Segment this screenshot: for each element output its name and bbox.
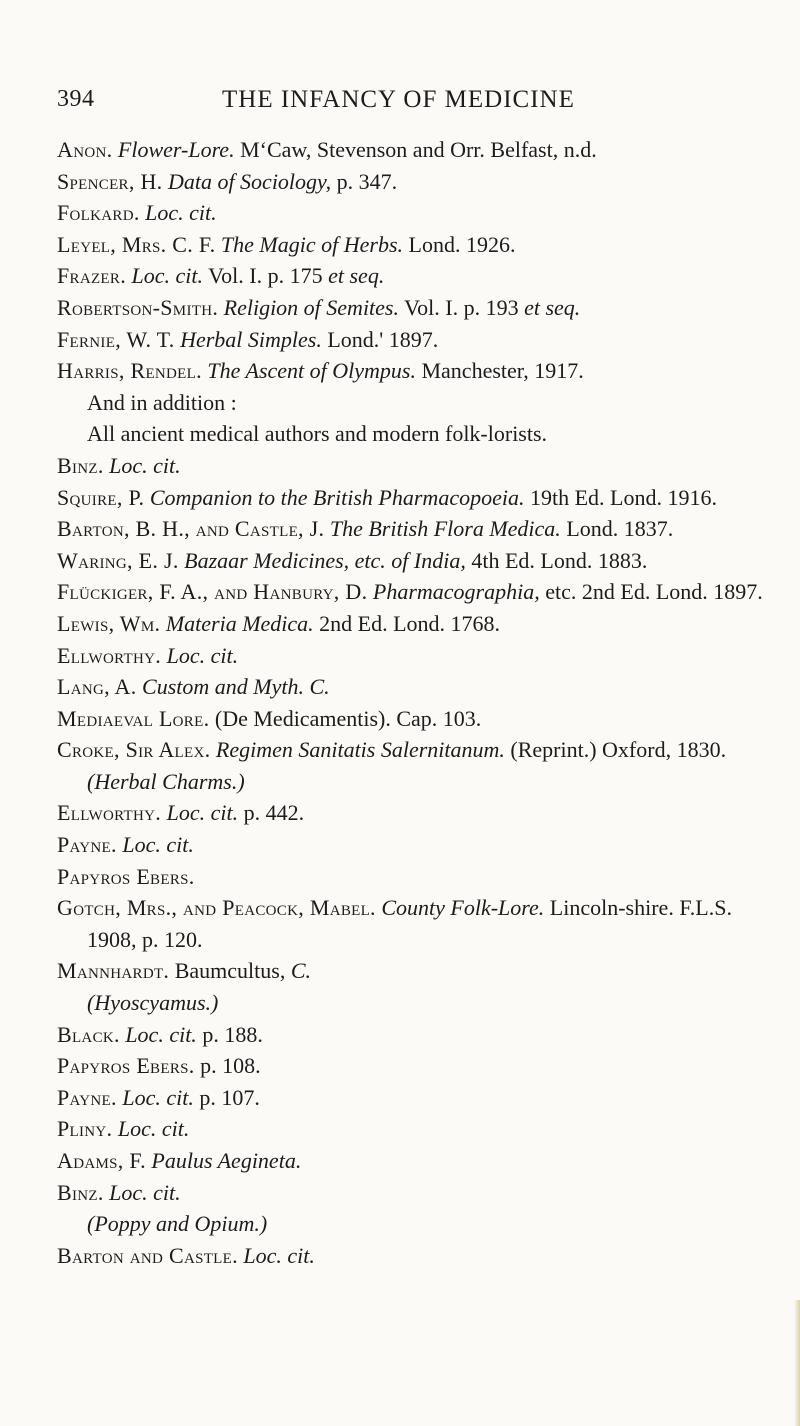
- entry-title: Loc. cit.: [109, 1179, 181, 1205]
- bibliography-entry: [57, 734, 777, 766]
- bibliography-entry: [57, 197, 777, 229]
- entry-title: Loc. cit.: [122, 1084, 194, 1110]
- entry-details: 4th Ed. Lond. 1883.: [465, 547, 648, 573]
- entry-author: Anon.: [57, 137, 113, 162]
- entry-author: Fernie, W. T.: [57, 326, 175, 352]
- entry-title: The Ascent of Olympus.: [207, 358, 416, 384]
- bibliography-entry: [57, 892, 777, 955]
- section-heading: (Herbal Charms.): [87, 768, 245, 794]
- entry-author: Lewis, Wm.: [57, 610, 161, 636]
- bibliography-entry: [57, 513, 777, 545]
- bibliography-entry: [57, 355, 777, 387]
- bibliography-entry: [57, 829, 777, 861]
- entry-details: Lond.' 1897.: [321, 326, 439, 352]
- entry-title: Loc. cit.: [125, 1021, 197, 1047]
- entry-title: Loc. cit.: [131, 263, 204, 289]
- bibliography-entry: [57, 1113, 777, 1145]
- entry-details: Baumcultus,: [174, 958, 291, 984]
- bibliography-note: All ancient medical authors and modern folk-lorists.: [87, 421, 548, 447]
- bibliography-entry: [57, 166, 777, 198]
- entry-author: Spencer, H.: [57, 168, 163, 194]
- bibliography-entry: [57, 134, 777, 166]
- running-title: THE INFANCY OF MEDICINE: [222, 86, 575, 113]
- entry-author: Pliny.: [57, 1116, 113, 1142]
- entry-title: Herbal Simples.: [180, 326, 322, 352]
- entry-title: Loc. cit.: [109, 452, 181, 478]
- bibliography-entry: [57, 292, 777, 324]
- bibliography-entry: [57, 1082, 777, 1114]
- entry-title: Loc. cit.: [166, 800, 239, 826]
- entry-author: Papyros Ebers.: [57, 863, 195, 889]
- entry-title: Materia Medica.: [165, 610, 314, 636]
- entry-details: 19th Ed. Lond. 1916.: [524, 484, 717, 510]
- entry-details: p. 347.: [331, 168, 398, 194]
- entry-title: County Folk-Lore.: [381, 895, 545, 921]
- entry-title: Data of Sociology,: [167, 168, 332, 194]
- entry-details: etc. 2nd Ed. Lond. 1897.: [539, 579, 763, 605]
- entry-author: Binz.: [57, 1179, 104, 1205]
- entry-author: Adams, F.: [57, 1148, 146, 1173]
- entry-title: Religion of Semites.: [223, 294, 399, 320]
- entry-title: The British Flora Medica.: [329, 516, 561, 542]
- entry-details: Manchester, 1917.: [415, 358, 584, 384]
- entry-details: Lond. 1926.: [403, 231, 516, 257]
- bibliography-entry: [57, 576, 777, 608]
- entry-author: Squire, P.: [57, 484, 145, 510]
- entry-author: Flückiger, F. A., and Hanbury, D.: [57, 579, 368, 605]
- bibliography-entry: [57, 324, 777, 356]
- entry-details: Vol. I. p. 175: [203, 263, 329, 289]
- entry-title: Regimen Sanitatis Salernitanum.: [215, 737, 505, 763]
- bibliography-entry: [57, 482, 777, 514]
- entry-title: Bazaar Medicines, etc. of India,: [184, 547, 466, 573]
- page-header: [0, 86, 800, 126]
- entry-title: The Magic of Herbs.: [220, 231, 404, 257]
- bibliography-entry: [57, 861, 777, 893]
- entry-author: Papyros Ebers.: [57, 1053, 195, 1079]
- entry-details-italic: et seq.: [328, 263, 385, 289]
- entry-author: Harris, Rendel.: [57, 358, 202, 384]
- bibliography-entry: [57, 545, 777, 577]
- entry-author: Ellworthy.: [57, 800, 162, 826]
- entry-details: Lond. 1837.: [560, 516, 674, 542]
- entry-details: Lincoln-shire. F.L.S. 1908, p. 120.: [87, 895, 732, 952]
- page-edge-stain: [794, 1300, 800, 1426]
- entry-title: Custom and Myth. C.: [142, 674, 330, 700]
- entry-details: (Reprint.) Oxford, 1830.: [504, 737, 727, 763]
- entry-title: Loc. cit.: [122, 832, 194, 858]
- bibliography-entry: [57, 229, 777, 261]
- entry-author: Robertson-Smith.: [57, 294, 219, 320]
- entry-title: Paulus Aegineta.: [151, 1148, 302, 1173]
- entry-author: Barton and Castle.: [57, 1242, 238, 1268]
- bibliography-entry: [57, 640, 777, 672]
- entry-author: Payne.: [57, 832, 117, 858]
- entry-title: Loc. cit.: [145, 200, 217, 226]
- entry-title: Companion to the British Pharmacopoeia.: [149, 484, 525, 510]
- entry-details: p. 442.: [238, 800, 305, 826]
- entry-author: Mannhardt.: [57, 958, 170, 984]
- entry-title: Loc. cit.: [243, 1242, 315, 1268]
- entry-details: (De Medicamentis). Cap. 103.: [214, 705, 482, 731]
- bibliography-entry: [57, 955, 777, 987]
- bibliography-entry: [57, 1177, 777, 1209]
- entry-title: Flower-Lore.: [117, 137, 235, 162]
- bibliography-entry: [57, 1240, 777, 1272]
- entry-author: Lang, A.: [57, 674, 137, 700]
- bibliography-entry: [57, 797, 777, 829]
- entry-details: 2nd Ed. Lond. 1768.: [313, 610, 501, 636]
- entry-author: Ellworthy.: [57, 642, 162, 668]
- entry-author: Binz.: [57, 452, 104, 478]
- section-heading: (Poppy and Opium.): [87, 1211, 268, 1237]
- entry-author: Croke, Sir Alex.: [57, 737, 211, 763]
- entry-author: Payne.: [57, 1084, 117, 1110]
- bibliography-entry: [57, 1145, 777, 1177]
- entry-title: Loc. cit.: [117, 1116, 190, 1142]
- entry-author: Folkard.: [57, 200, 140, 226]
- page-number: 394: [57, 86, 95, 112]
- bibliography-entry: [57, 703, 777, 735]
- bibliography-list: [57, 134, 777, 1271]
- entry-details: p. 108.: [200, 1053, 261, 1079]
- entry-title: Pharmacographia,: [372, 579, 540, 605]
- bibliography-entry: [57, 1050, 777, 1082]
- bibliography-entry: [57, 1019, 777, 1051]
- entry-details: p. 107.: [193, 1084, 260, 1110]
- bibliography-entry: [57, 450, 777, 482]
- entry-details-italic: et seq.: [524, 294, 581, 320]
- entry-details: Vol. I. p. 193: [399, 294, 525, 320]
- entry-details: p. 188.: [196, 1021, 263, 1047]
- bibliography-note: And in addition :: [87, 389, 237, 415]
- entry-author: Frazer.: [57, 263, 127, 289]
- section-heading: (Hyoscyamus.): [87, 990, 219, 1016]
- entry-details: M‘Caw, Stevenson and Orr. Belfast, n.d.: [234, 137, 597, 162]
- bibliography-entry: [57, 671, 777, 703]
- entry-title: Loc. cit.: [166, 642, 239, 668]
- entry-author: Barton, B. H., and Castle, J.: [57, 516, 325, 542]
- entry-author: Black.: [57, 1021, 120, 1047]
- bibliography-entry: [57, 608, 777, 640]
- entry-author: Leyel, Mrs. C. F.: [57, 231, 216, 257]
- entry-author: Waring, E. J.: [57, 547, 179, 573]
- entry-author: Gotch, Mrs., and Peacock, Mabel.: [57, 895, 376, 921]
- entry-details-italic: C.: [290, 958, 312, 984]
- entry-author: Mediaeval Lore.: [57, 705, 210, 731]
- bibliography-entry: [57, 260, 777, 292]
